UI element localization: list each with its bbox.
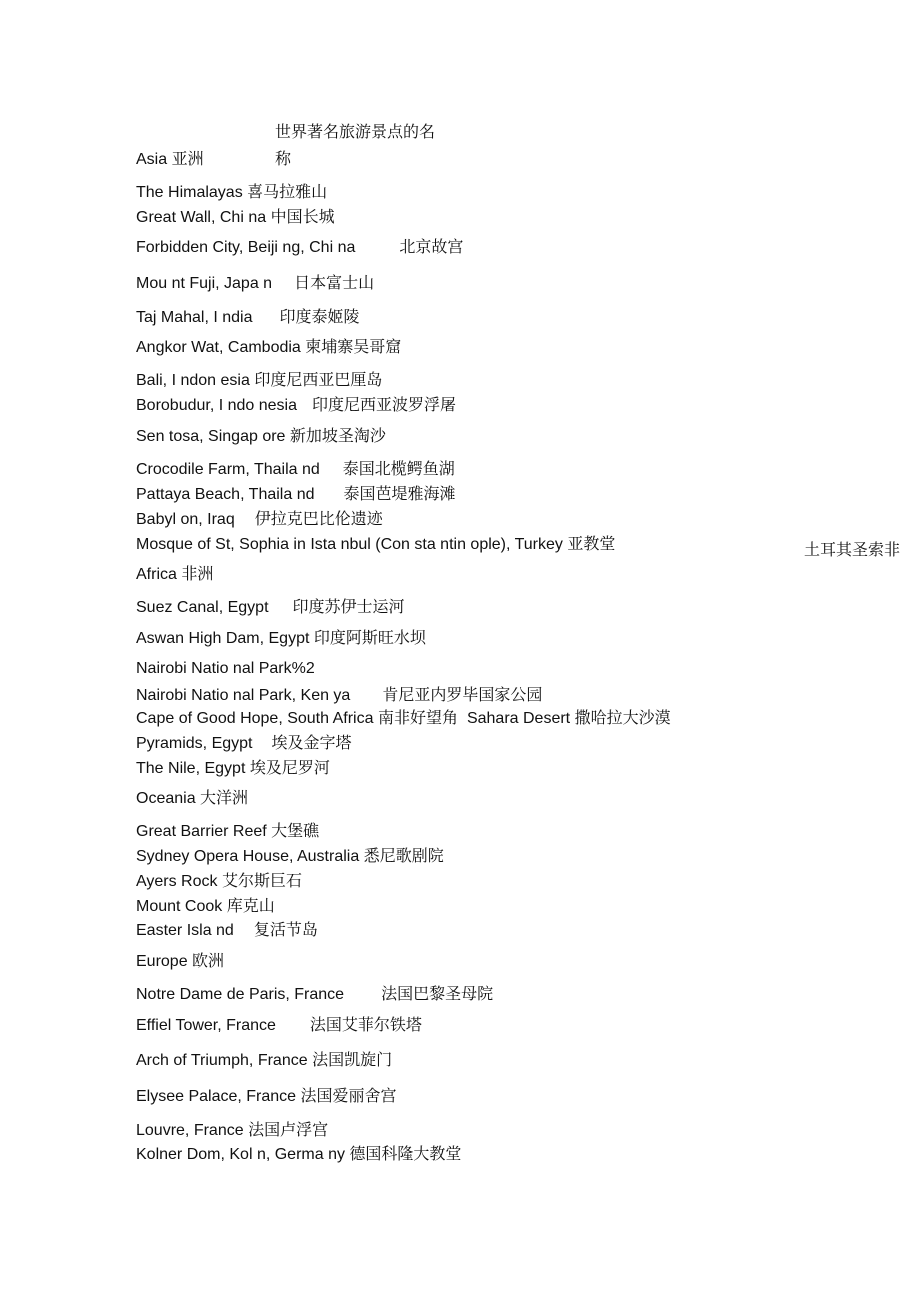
list-item: Bali, I ndon esia 印度尼西亚巴厘岛 [136,372,383,389]
page-title-continuation: 称 [275,151,292,168]
list-item: The Himalayas 喜马拉雅山 [136,184,328,201]
list-item: Pattaya Beach, Thaila nd 泰国芭堤雅海滩 [136,486,456,503]
list-item: Arch of Triumph, France 法国凯旋门 [136,1052,393,1069]
list-item: Great Barrier Reef 大堡礁 [136,823,320,840]
list-item: Sen tosa, Singap ore 新加坡圣淘沙 [136,428,386,445]
list-item: Mount Cook 库克山 [136,898,275,915]
list-item: Elysee Palace, France 法国爱丽舍宫 [136,1088,397,1105]
list-item: Taj Mahal, I ndia 印度泰姬陵 [136,309,360,326]
list-item: Great Wall, Chi na 中国长城 [136,209,335,226]
list-item: Forbidden City, Beiji ng, Chi na 北京故宫 [136,239,464,256]
list-item: Nairobi Natio nal Park, Ken ya 肯尼亚内罗毕国家公园 [136,687,543,704]
list-item: Notre Dame de Paris, France 法国巴黎圣母院 [136,986,494,1003]
list-item: Cape of Good Hope, South Africa 南非好望角 Sahara Desert 撒哈拉大沙漠 [136,710,671,727]
section-heading-asia: Asia 亚洲 [136,151,204,168]
list-item: Babyl on, Iraq 伊拉克巴比伦遗迹 [136,511,383,528]
list-item: Borobudur, I ndo nesia 印度尼西亚波罗浮屠 [136,397,457,414]
list-item: The Nile, Egypt 埃及尼罗河 [136,760,330,777]
section-heading-europe: Europe 欧洲 [136,953,225,970]
list-item: Angkor Wat, Cambodia 柬埔寨吴哥窟 [136,339,402,356]
list-item: Ayers Rock 艾尔斯巨石 [136,873,302,890]
list-item: Mou nt Fuji, Japa n 日本富士山 [136,275,375,292]
list-item: Aswan High Dam, Egypt 印度阿斯旺水坝 [136,630,426,647]
overflow-text: 土耳其圣索非 [804,542,901,559]
section-heading-africa: Africa 非洲 [136,566,214,583]
list-item: Kolner Dom, Kol n, Germa ny 德国科隆大教堂 [136,1146,462,1163]
list-item: Sydney Opera House, Australia 悉尼歌剧院 [136,848,444,865]
list-item: Suez Canal, Egypt 印度苏伊士运河 [136,599,405,616]
list-item: Easter Isla nd 复活节岛 [136,922,318,939]
section-heading-oceania: Oceania 大洋洲 [136,790,249,807]
page-title: 世界著名旅游景点的名 [275,124,436,141]
list-item: Nairobi Natio nal Park%2 [136,660,315,677]
list-item: Crocodile Farm, Thaila nd 泰国北榄鳄鱼湖 [136,461,455,478]
list-item: Effiel Tower, France 法国艾菲尔铁塔 [136,1017,422,1034]
list-item: Louvre, France 法国卢浮宫 [136,1122,329,1139]
list-item: Pyramids, Egypt 埃及金字塔 [136,735,352,752]
list-item: Mosque of St, Sophia in Ista nbul (Con sta ntin ople), Turkey 亚教堂 [136,536,616,553]
